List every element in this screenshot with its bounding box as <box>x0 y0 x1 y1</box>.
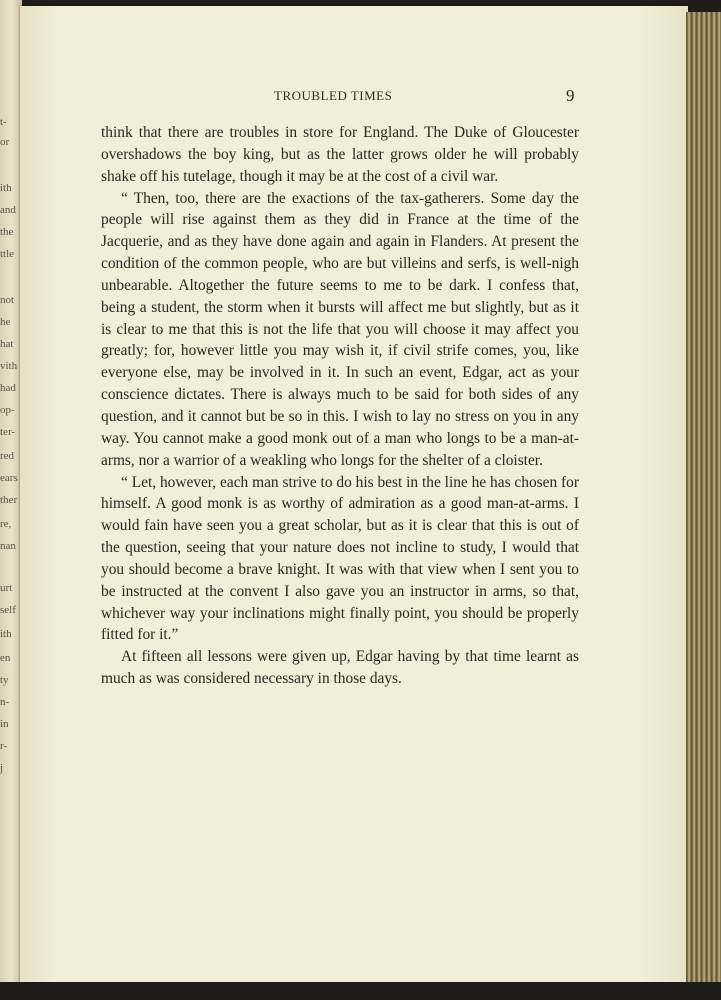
margin-fragment: ttle <box>0 248 15 260</box>
margin-fragment: and <box>0 204 16 216</box>
margin-fragment: ith <box>0 628 12 640</box>
facing-page-gutter <box>0 0 22 1000</box>
margin-fragment: not <box>0 294 15 306</box>
margin-fragment: ears <box>0 472 18 484</box>
margin-fragment: ther <box>0 494 18 506</box>
margin-fragment: r- <box>0 740 8 752</box>
margin-fragment: j <box>0 762 4 774</box>
margin-fragment: t- <box>0 116 7 128</box>
page-edges <box>686 12 721 1000</box>
margin-fragment: nan <box>0 540 16 552</box>
body-text <box>101 122 579 690</box>
margin-fragment: self <box>0 604 16 616</box>
paragraph: think that there are troubles in store for England. The Duke of Gloucester overshadows the boy king, but as the latter grows older he will probably shake off his tutelage, though it may be at the cost of a civil war. <box>101 124 579 185</box>
margin-fragment: or <box>0 136 10 148</box>
paragraph: At fifteen all lessons were given up, Edgar having by that time learnt as much as was considered necessary in those days. <box>101 648 579 688</box>
margin-fragment: ty <box>0 674 9 686</box>
running-head: TROUBLED TIMES <box>274 88 393 103</box>
margin-fragment: he <box>0 316 11 328</box>
margin-fragment: vith <box>0 360 18 372</box>
margin-fragment: ith <box>0 182 12 194</box>
margin-fragment: in <box>0 718 9 730</box>
paragraph: “ Let, however, each man strive to do his best in the line he has chosen for himself. A good monk is as worthy of admiration as a good man-at-arms. I would fain have seen you a great scholar, but as it is clear that this is out of the question, seeing that your nature does not incline to study, I would that you should become a brave knight. It was with that view when I sent you to be instructed at the convent I also gave you an instructor in arms, so that, whichever way your inclinations might finally point, you should be properly fitted for it.” <box>101 473 579 644</box>
margin-fragment: op- <box>0 404 15 416</box>
margin-fragment: n- <box>0 696 10 708</box>
margin-fragment: urt <box>0 582 13 594</box>
scan-bottom-edge <box>0 982 721 1000</box>
page-number: 9 <box>566 86 575 105</box>
margin-fragment: hat <box>0 338 14 350</box>
paragraph: “ Then, too, there are the exactions of the tax-gatherers. Some day the people will rise against them as they did in France at the time of the Jacquerie, and as they have done again and again in Flanders. At present the condition of the common people, who are but villeins and serfs, is well-nigh unbearable. Altogether the future seems to me to be dark. I confess that, being a student, the storm when it bursts will affect me but slightly, but as it is clear to me that this is not the life that you will choose it may affect you greatly; for, however little you may wish it, if civil strife comes, you, like everyone else, may be involved in it. In such an event, Edgar, act as your conscience dictates. There is always much to be said for both sides of any question, and it cannot but be so in this. I wish to lay no stress on you in any way. You cannot make a good monk out of a man who longs to be a man-at-arms, nor a warrior of a weakling who longs for the shelter of a cloister. <box>101 189 579 469</box>
margin-fragment: had <box>0 382 16 394</box>
margin-fragment: the <box>0 226 14 238</box>
margin-fragment: red <box>0 450 15 462</box>
margin-fragment: re, <box>0 518 12 530</box>
margin-fragment: ter- <box>0 426 16 438</box>
margin-fragment: en <box>0 652 11 664</box>
